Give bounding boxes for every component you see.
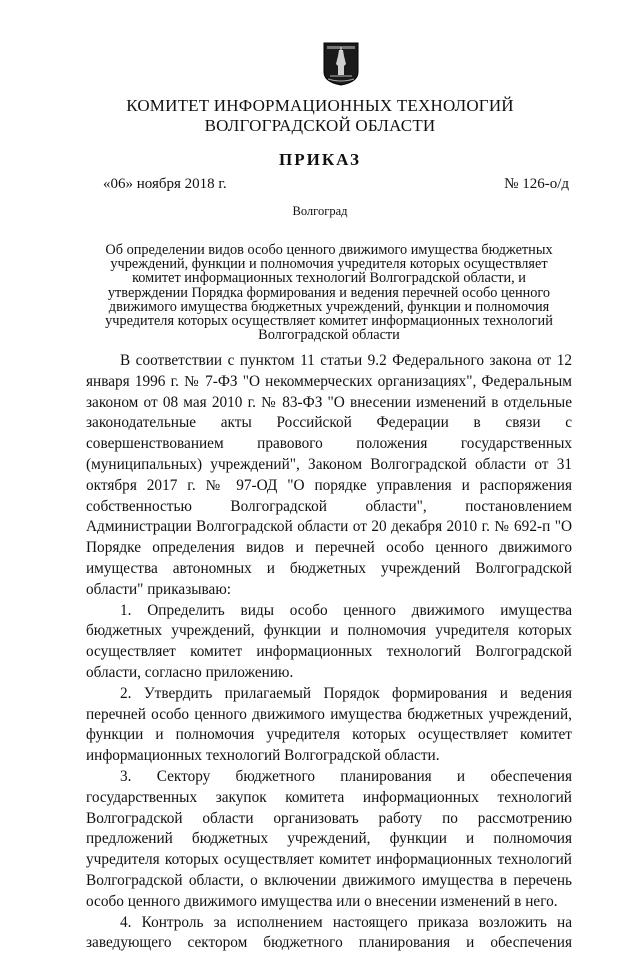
preamble-paragraph: В соответствии с пунктом 11 статьи 9.2 Федерального закона от 12 января 1996 г. № 7-ФЗ "О некоммерческих организациях", Федеральным законом от 08 мая 2010 г. № 83-ФЗ "О внесении изменений в отдельные законодательные акты Российской Федерации в связи с совершенствованием правового положения государственных (муниципальных) учреждений", Законом Волгоградской области от 31 октября 2017 г. № 97-ОД "О порядке управления и распоряжения собственностью Волгоградской области", постановлением Администрации Волгоградской области от 20 декабря 2010 г. № 692-п "О Порядке определения видов и перечней особо ценного движимого имущества автономных и бюджетных учреждений Волгоградской области" приказываю:: [86, 352, 572, 598]
order-item-4: 4. Контроль за исполнением настоящего приказа возложить на заведующего сектором бюджетного планирования и обеспечения: [86, 913, 572, 952]
org-name-line1: КОМИТЕТ ИНФОРМАЦИОННЫХ ТЕХНОЛОГИЙ: [126, 96, 514, 115]
document-body: [86, 351, 572, 954]
order-item-1: 1. Определить виды особо ценного движимого имущества бюджетных учреждений, функции и полномочия учредителя которых осуществляет комитет информационных технологий Волгоградской области, согласно приложению.: [86, 601, 572, 681]
document-number: № 126-о/д: [504, 176, 569, 192]
order-item-3: 3. Сектору бюджетного планирования и обеспечения государственных закупок комитета информационных технологий Волгоградской области организовать работу по рассмотрению предложений бюджетных учреждений, функции и полномочия учредителя которых осуществляет комитет информационных технологий Волгоградской области, о включении движимого имущества в перечень особо ценного движимого имущества или о внесении изменений в него.: [86, 767, 572, 910]
title-line: утверждении Порядка формирования и ведения перечней особо ценного: [107, 284, 551, 301]
document-title: [86, 243, 572, 342]
title-line: комитет информационных технологий Волгоградской области, и: [132, 270, 526, 287]
title-line: Волгоградской области: [258, 327, 400, 344]
document-city: Волгоград: [292, 204, 348, 218]
title-line: Об определении видов особо ценного движимого имущества бюджетных: [105, 242, 553, 258]
title-line: учредителя которых осуществляет комитет информационных технологий: [105, 313, 553, 330]
title-line: учреждений, функции и полномочия учредителя которых осуществляет: [110, 256, 548, 273]
order-item-2: 2. Утвердить прилагаемый Порядок формирования и ведения перечней особо ценного движимого имущества бюджетных учреждений, функции и полномочия учредителя которых осуществляет комитет информационных технологий Волгоградской области.: [86, 684, 572, 765]
volgograd-coat-of-arms-icon: [323, 42, 359, 86]
title-line: движимого имущества бюджетных учреждений, функции и полномочия: [108, 298, 550, 315]
document-date: «06» ноября 2018 г.: [103, 176, 227, 192]
org-name-line2: ВОЛГОГРАДСКОЙ ОБЛАСТИ: [204, 116, 436, 135]
document-type: ПРИКАЗ: [279, 150, 361, 169]
